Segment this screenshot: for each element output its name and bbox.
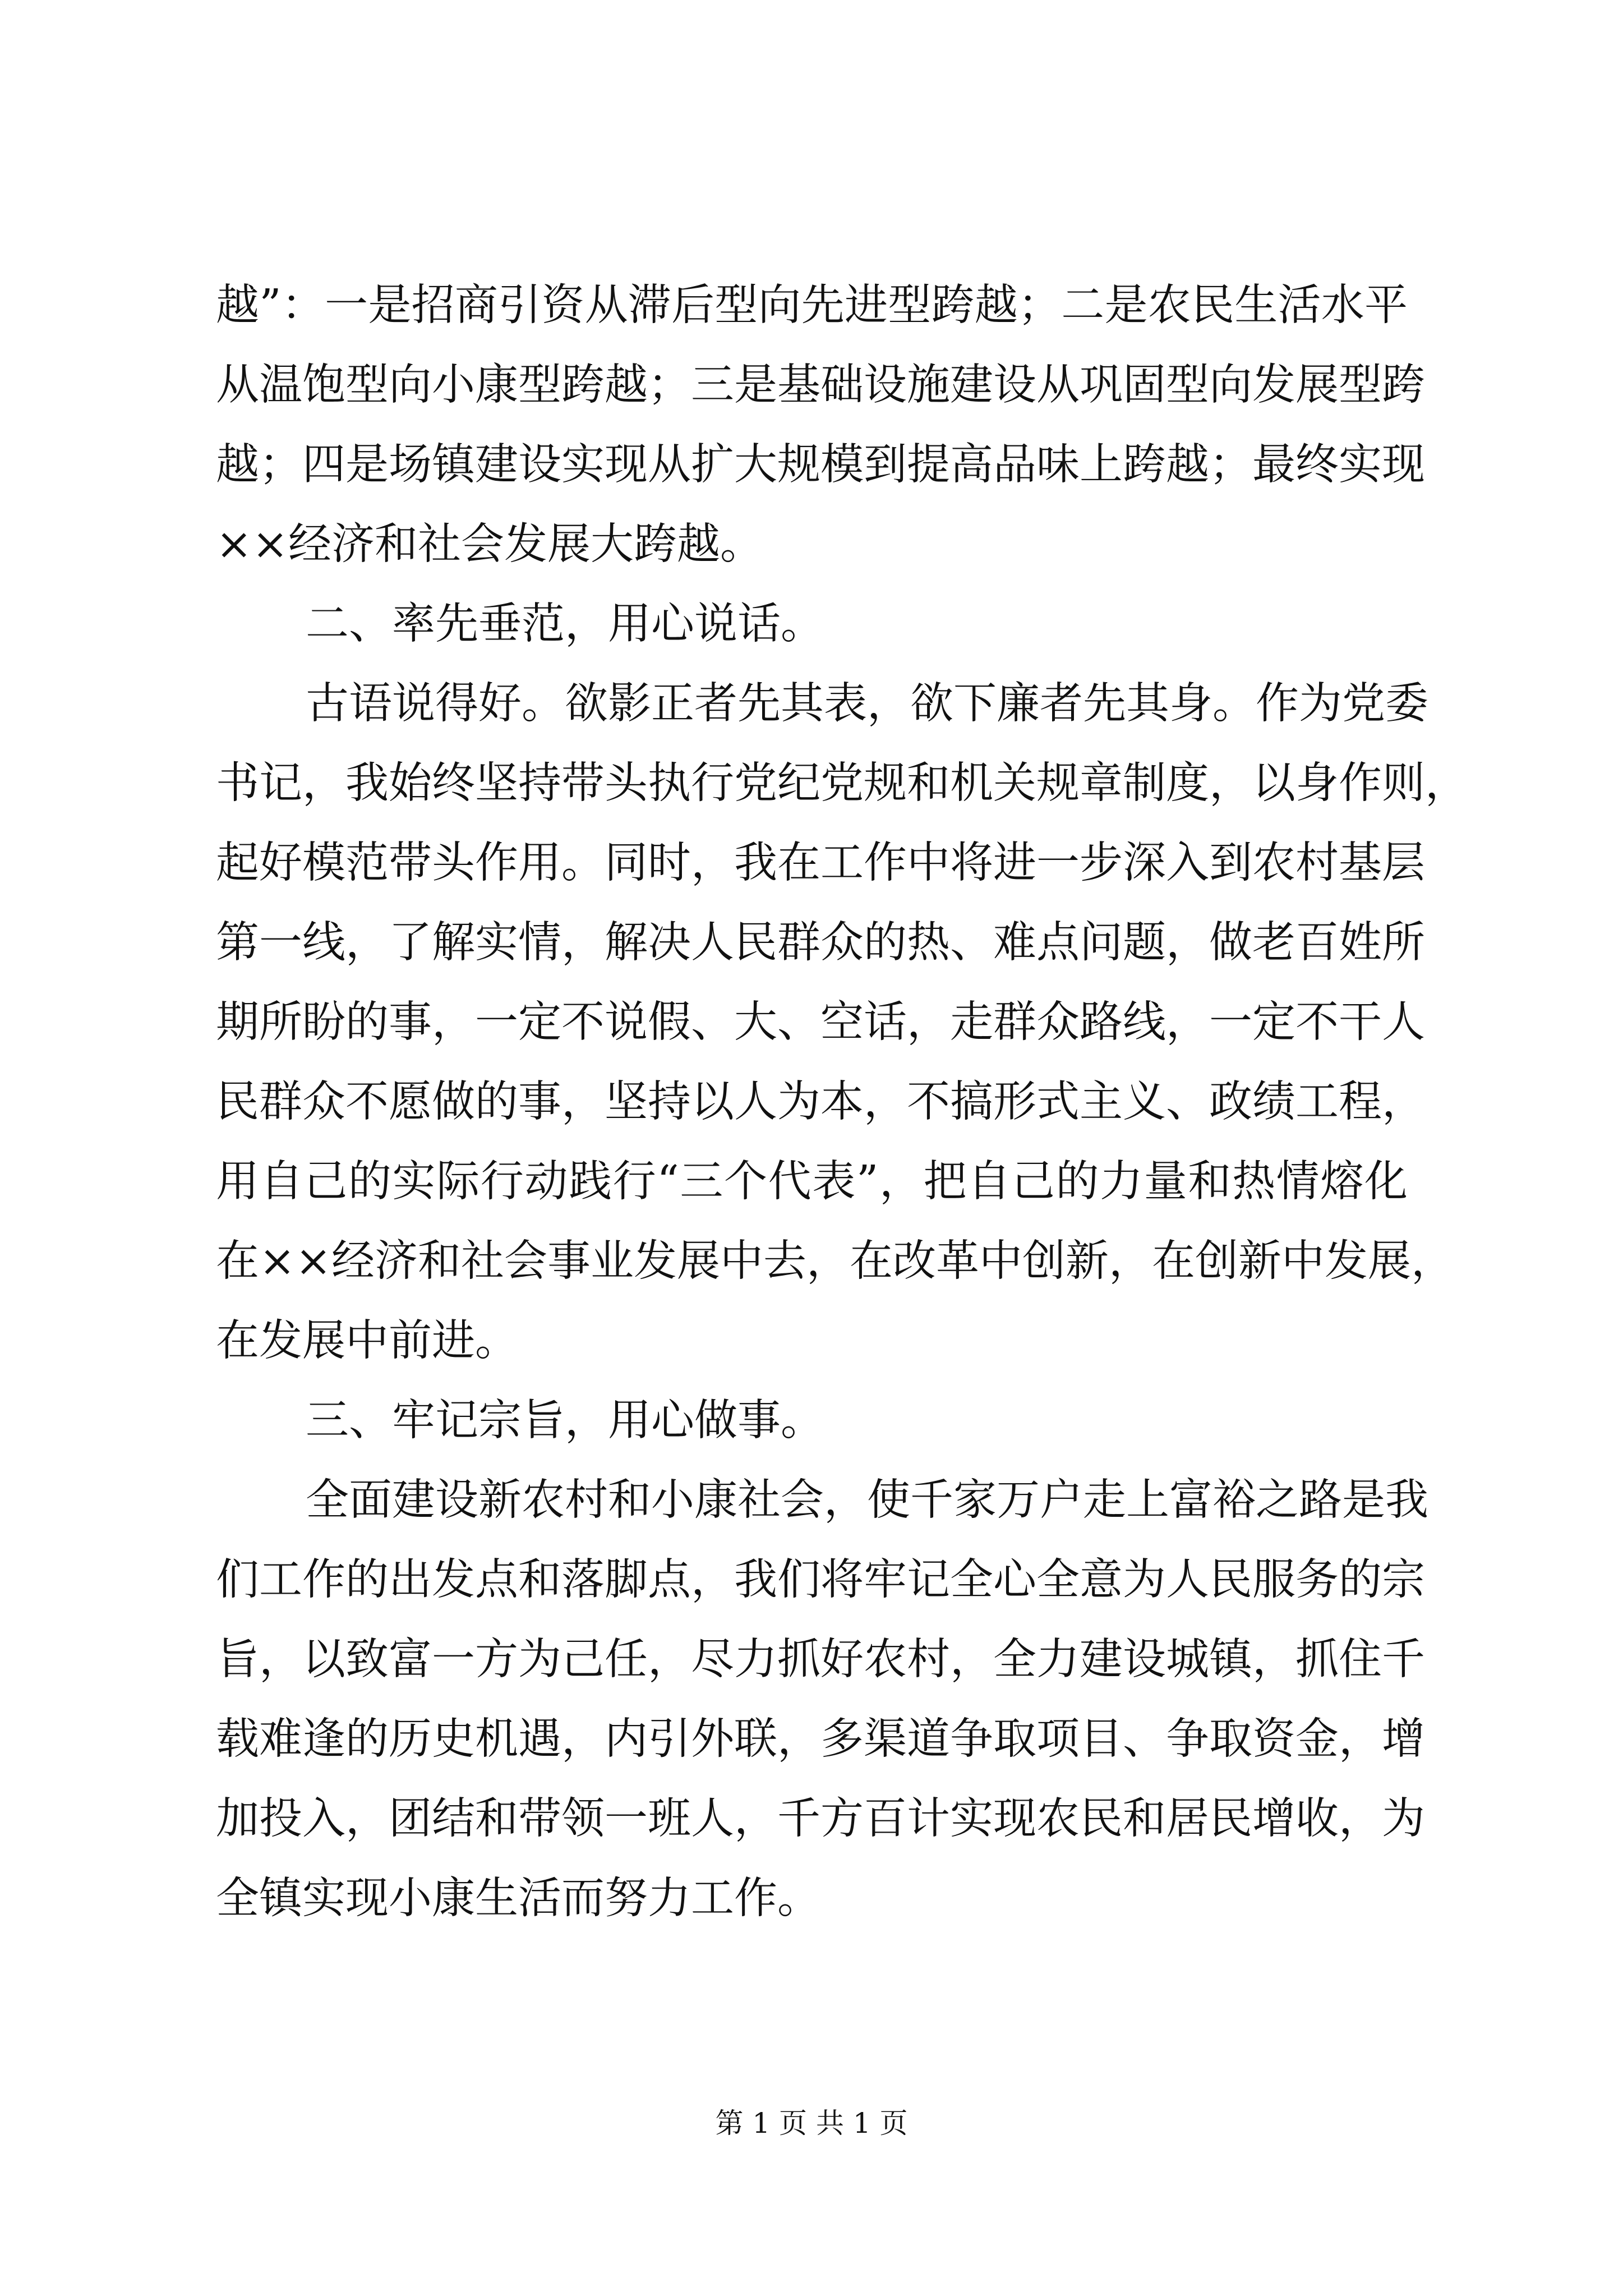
paragraph-text: 古语说得好。欲影正者先其表，欲下廉者先其身。作为党委 — [306, 679, 1428, 729]
text-line — [0, 269, 1623, 342]
text-line — [0, 986, 1623, 1059]
text-line — [0, 349, 1623, 422]
paragraph-text: 民群众不愿做的事，坚持以人为本，不搞形式主义、政绩工程， — [216, 1077, 1425, 1127]
paragraph-text: 们工作的出发点和落脚点，我们将牢记全心全意为人民服务的宗 — [216, 1555, 1425, 1605]
paragraph-text: 全镇实现小康生活而努力工作。 — [216, 1874, 820, 1924]
text-line — [0, 747, 1623, 820]
text-line — [0, 1544, 1623, 1617]
text-line — [0, 1464, 1623, 1537]
paragraph-text: 加投入，团结和带领一班人，千方百计实现农民和居民增收，为 — [216, 1794, 1425, 1844]
text-line — [0, 907, 1623, 979]
section-heading: 三、牢记宗旨，用心做事。 — [306, 1396, 824, 1446]
paragraph-text: 在发展中前进。 — [216, 1316, 518, 1366]
paragraph-text: 全面建设新农村和小康社会，使千家万户走上富裕之路是我 — [306, 1475, 1428, 1525]
paragraph-text: 起好模范带头作用。同时，我在工作中将进一步深入到农村基层 — [216, 838, 1425, 888]
text-line — [0, 1384, 1623, 1457]
paragraph-text: 在××经济和社会事业发展中去，在改革中创新，在创新中发展， — [216, 1236, 1455, 1286]
section-heading: 二、率先垂范，用心说话。 — [306, 599, 824, 649]
paragraph-text: 第一线，了解实情，解决人民群众的热、难点问题，做老百姓所 — [216, 918, 1425, 968]
paragraph-text: 期所盼的事，一定不说假、大、空话，走群众路线，一定不干人 — [216, 997, 1425, 1047]
page-number-footer: 第 1 页 共 1 页 — [715, 2107, 908, 2139]
paragraph-text: ××经济和社会发展大跨越。 — [216, 519, 764, 569]
text-line — [0, 1862, 1623, 1935]
paragraph-text: 用自己的实际行动践行“三个代表”，把自己的力量和热情熔化 — [216, 1157, 1408, 1207]
text-line — [0, 668, 1623, 740]
text-line — [0, 508, 1623, 581]
paragraph-text: 旨，以致富一方为己任，尽力抓好农村，全力建设城镇，抓住千 — [216, 1635, 1425, 1685]
text-line — [0, 1623, 1623, 1696]
paragraph-text: 从温饱型向小康型跨越；三是基础设施建设从巩固型向发展型跨 — [216, 360, 1425, 410]
paragraph-text: 越；四是场镇建设实现从扩大规模到提高品味上跨越；最终实现 — [216, 440, 1425, 490]
text-line — [0, 588, 1623, 661]
text-line — [0, 1305, 1623, 1378]
paragraph-text: 越”：一是招商引资从滞后型向先进型跨越；二是农民生活水平 — [216, 280, 1408, 330]
text-line — [0, 1225, 1623, 1298]
paragraph-text: 书记，我始终坚持带头执行党纪党规和机关规章制度，以身作则， — [216, 758, 1468, 808]
text-line — [0, 1145, 1623, 1218]
paragraph-text: 载难逢的历史机遇，内引外联，多渠道争取项目、争取资金，增 — [216, 1714, 1425, 1764]
text-line — [0, 429, 1623, 501]
text-line — [0, 1066, 1623, 1139]
text-line — [0, 827, 1623, 900]
text-line — [0, 1783, 1623, 1856]
text-line — [0, 1703, 1623, 1776]
